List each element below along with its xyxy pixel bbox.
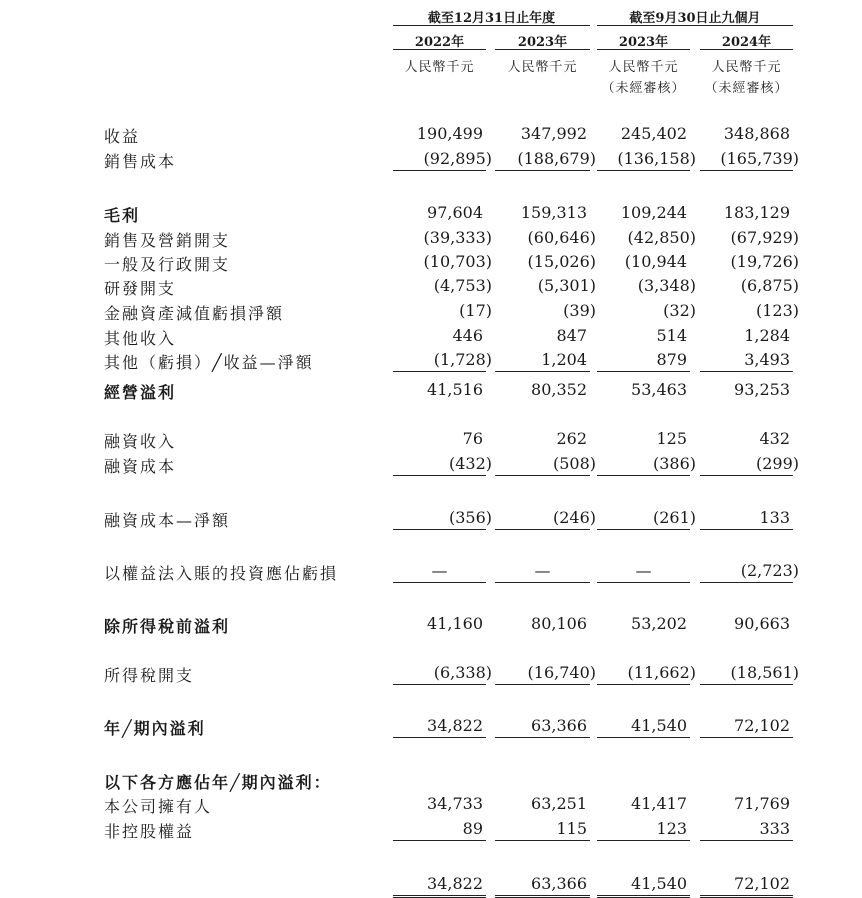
row-label: 金融資產減值虧損淨額 xyxy=(104,304,285,323)
value-cell: 72,102 xyxy=(734,874,790,893)
currency-label: 人民幣千元 xyxy=(404,60,475,75)
value-cell: (1,728) xyxy=(433,350,492,369)
row-label: 本公司擁有人 xyxy=(104,797,213,816)
row-label: 經營溢利 xyxy=(104,383,177,402)
subtotal-underline xyxy=(700,737,793,738)
value-cell: (16,740) xyxy=(527,663,596,682)
value-cell: 432 xyxy=(759,429,790,448)
value-cell: (67,929) xyxy=(730,228,799,247)
subtotal-underline xyxy=(700,529,793,530)
subtotal-underline xyxy=(393,170,486,171)
value-cell: (10,703) xyxy=(423,252,492,271)
row-label: 收益 xyxy=(104,127,141,146)
value-cell: 245,402 xyxy=(620,124,687,143)
year-header: 2024年 xyxy=(721,35,772,50)
value-cell: (165,739) xyxy=(720,149,799,168)
value-cell: 41,516 xyxy=(427,380,483,399)
value-cell: 347,992 xyxy=(520,124,587,143)
value-cell: 159,313 xyxy=(520,203,587,222)
value-cell: (136,158) xyxy=(617,149,696,168)
value-cell: (92,895) xyxy=(423,149,492,168)
row-label: 融資收入 xyxy=(104,432,177,451)
row-label: 所得稅開支 xyxy=(104,666,195,685)
subtotal-underline xyxy=(393,371,486,372)
value-cell: (39) xyxy=(563,301,596,320)
row-label: 融資成本—淨額 xyxy=(104,511,231,530)
group-header-fiscal-year: 截至12月31日止年度 xyxy=(427,11,556,26)
value-cell: 63,366 xyxy=(531,874,587,893)
value-cell: 879 xyxy=(656,350,687,369)
value-cell: 41,417 xyxy=(631,794,687,813)
subtotal-underline xyxy=(495,475,590,476)
subtotal-underline xyxy=(597,170,690,171)
subtotal-underline xyxy=(495,684,590,685)
subtotal-underline xyxy=(597,840,690,841)
row-label: 除所得稅前溢利 xyxy=(104,617,231,636)
value-cell: 1,204 xyxy=(541,350,587,369)
value-cell: 90,663 xyxy=(734,614,790,633)
subtotal-underline xyxy=(700,840,793,841)
value-cell: 63,366 xyxy=(531,716,587,735)
value-cell: 41,160 xyxy=(427,614,483,633)
subtotal-underline xyxy=(393,840,486,841)
subtotal-underline xyxy=(393,582,486,583)
row-label: 銷售成本 xyxy=(104,152,177,171)
subtotal-underline xyxy=(393,529,486,530)
value-cell: 348,868 xyxy=(723,124,790,143)
value-cell: 76 xyxy=(462,429,483,448)
row-label: 非控股權益 xyxy=(104,822,195,841)
subtotal-underline xyxy=(700,371,793,372)
value-cell: (10,944 xyxy=(624,252,687,271)
value-cell: 41,540 xyxy=(631,874,687,893)
subtotal-underline xyxy=(597,529,690,530)
subtotal-underline xyxy=(495,582,590,583)
subtotal-underline xyxy=(495,840,590,841)
value-cell: — xyxy=(534,561,551,580)
year-underline xyxy=(700,49,793,50)
subtotal-underline xyxy=(700,582,793,583)
value-cell: 72,102 xyxy=(734,716,790,735)
value-cell: 109,244 xyxy=(620,203,687,222)
subtotal-underline xyxy=(495,371,590,372)
value-cell: (5,301) xyxy=(537,276,596,295)
value-cell: (60,646) xyxy=(527,228,596,247)
subtotal-underline xyxy=(597,475,690,476)
value-cell: 847 xyxy=(556,326,587,345)
value-cell: (386) xyxy=(652,454,696,473)
value-cell: 190,499 xyxy=(416,124,483,143)
value-cell: 3,493 xyxy=(744,350,790,369)
value-cell: 123 xyxy=(656,819,687,838)
year-header: 2023年 xyxy=(517,35,568,50)
value-cell: — xyxy=(635,561,652,580)
value-cell: 115 xyxy=(556,819,587,838)
value-cell: 89 xyxy=(462,819,483,838)
value-cell: 63,251 xyxy=(531,794,587,813)
value-cell: 446 xyxy=(452,326,483,345)
value-cell: (39,333) xyxy=(423,228,492,247)
value-cell: (356) xyxy=(448,508,492,527)
value-cell: 34,822 xyxy=(427,716,483,735)
value-cell: (4,753) xyxy=(433,276,492,295)
year-header: 2023年 xyxy=(618,35,669,50)
year-header: 2022年 xyxy=(414,35,465,50)
value-cell: 53,202 xyxy=(631,614,687,633)
subtotal-underline xyxy=(597,684,690,685)
value-cell: (508) xyxy=(552,454,596,473)
value-cell: 34,822 xyxy=(427,874,483,893)
subtotal-underline xyxy=(495,170,590,171)
subtotal-underline xyxy=(393,684,486,685)
value-cell: 1,284 xyxy=(744,326,790,345)
row-label: 銷售及營銷開支 xyxy=(104,231,231,250)
value-cell: 97,604 xyxy=(427,203,483,222)
value-cell: 183,129 xyxy=(723,203,790,222)
value-cell: 80,106 xyxy=(531,614,587,633)
value-cell: 41,540 xyxy=(631,716,687,735)
value-cell: (18,561) xyxy=(730,663,799,682)
value-cell: (299) xyxy=(755,454,799,473)
year-underline xyxy=(495,49,590,50)
row-label: 毛利 xyxy=(104,206,141,225)
value-cell: 71,769 xyxy=(734,794,790,813)
row-label: 其他收入 xyxy=(104,329,177,348)
value-cell: (42,850) xyxy=(627,228,696,247)
subtotal-underline xyxy=(597,737,690,738)
subtotal-underline xyxy=(495,529,590,530)
value-cell: (246) xyxy=(552,508,596,527)
value-cell: — xyxy=(431,561,448,580)
value-cell: (261) xyxy=(652,508,696,527)
subtotal-underline xyxy=(597,582,690,583)
value-cell: (432) xyxy=(448,454,492,473)
value-cell: 53,463 xyxy=(631,380,687,399)
row-label: 其他（虧損）╱收益—淨額 xyxy=(104,353,314,372)
value-cell: (6,875) xyxy=(740,276,799,295)
subtotal-underline xyxy=(393,475,486,476)
value-cell: (123) xyxy=(755,301,799,320)
row-label: 研發開支 xyxy=(104,279,177,298)
value-cell: 93,253 xyxy=(734,380,790,399)
value-cell: 80,352 xyxy=(531,380,587,399)
value-cell: 133 xyxy=(759,508,790,527)
year-underline xyxy=(597,49,690,50)
value-cell: 514 xyxy=(656,326,687,345)
value-cell: (188,679) xyxy=(517,149,596,168)
value-cell: 333 xyxy=(759,819,790,838)
subtotal-underline xyxy=(700,475,793,476)
value-cell: (3,348) xyxy=(637,276,696,295)
row-label: 以下各方應佔年╱期內溢利： xyxy=(104,773,332,792)
subtotal-underline xyxy=(700,170,793,171)
row-label: 年╱期內溢利 xyxy=(104,719,206,738)
unaudited-label: （未經審核） xyxy=(601,81,686,96)
value-cell: (2,723) xyxy=(740,561,799,580)
unaudited-label: （未經審核） xyxy=(704,81,789,96)
row-label: 融資成本 xyxy=(104,457,177,476)
value-cell: 125 xyxy=(656,429,687,448)
value-cell: (32) xyxy=(663,301,696,320)
value-cell: 34,733 xyxy=(427,794,483,813)
currency-label: 人民幣千元 xyxy=(711,60,782,75)
group-header-nine-months: 截至9月30日止九個月 xyxy=(629,11,761,26)
currency-label: 人民幣千元 xyxy=(507,60,578,75)
subtotal-underline xyxy=(700,684,793,685)
year-underline xyxy=(393,49,486,50)
subtotal-underline xyxy=(597,371,690,372)
value-cell: (19,726) xyxy=(730,252,799,271)
value-cell: (6,338) xyxy=(433,663,492,682)
group-underline xyxy=(393,25,590,26)
value-cell: (11,662) xyxy=(627,663,696,682)
value-cell: 262 xyxy=(556,429,587,448)
value-cell: (17) xyxy=(459,301,492,320)
value-cell: (15,026) xyxy=(527,252,596,271)
subtotal-underline xyxy=(495,737,590,738)
group-underline xyxy=(597,25,793,26)
row-label: 以權益法入賬的投資應佔虧損 xyxy=(104,564,339,583)
subtotal-underline xyxy=(393,737,486,738)
currency-label: 人民幣千元 xyxy=(608,60,679,75)
row-label: 一般及行政開支 xyxy=(104,255,231,274)
